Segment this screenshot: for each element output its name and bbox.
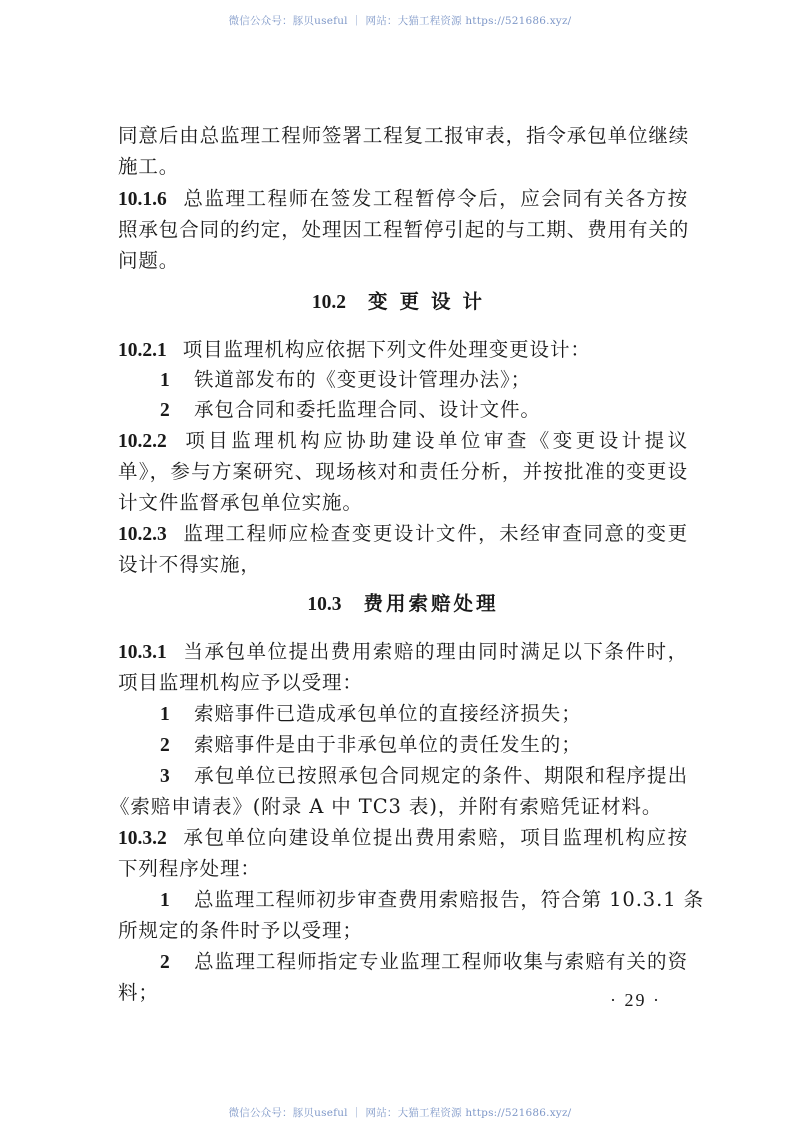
item-number: 1 — [160, 890, 171, 911]
item-number: 1 — [160, 370, 171, 391]
list-item — [118, 700, 688, 729]
clause-text: 项目监理机构应协助建设单位审查《变更设计提议 — [182, 429, 688, 452]
paragraph-line: 计文件监督承包单位实施。 — [118, 491, 363, 514]
list-item — [118, 366, 688, 395]
clause-text: 总监理工程师在签发工程暂停令后，应会同有关各方按 — [182, 187, 688, 210]
item-text: 索赔事件已造成承包单位的直接经济损失； — [194, 702, 582, 725]
item-text: 总监理工程师指定专业监理工程师收集与索赔有关的资 — [194, 950, 688, 973]
clause-number: 10.1.6 — [118, 189, 167, 210]
clause-text: 监理工程师应检查变更设计文件，未经审查同意的变更 — [182, 522, 688, 545]
section-heading-10-3 — [118, 590, 688, 619]
paragraph-line: 料； — [118, 981, 159, 1004]
clause-10-2-3 — [118, 520, 688, 549]
list-item — [118, 948, 688, 977]
item-number: 2 — [160, 400, 171, 421]
section-title: 费用索赔处理 — [363, 592, 499, 615]
section-heading-10-2 — [118, 288, 688, 317]
page-number: · 29 · — [610, 990, 661, 1010]
paragraph-line: 设计不得实施， — [118, 553, 261, 576]
clause-number: 10.3.1 — [118, 642, 167, 663]
clause-10-2-1 — [118, 336, 688, 365]
watermark-top: 微信公众号：豚贝useful ｜ 网站：大猫工程资源 https://521686.xyz/ — [228, 15, 572, 27]
item-text: 铁道部发布的《变更设计管理办法》； — [194, 368, 532, 391]
section-number: 10.3 — [307, 594, 342, 615]
item-text: 总监理工程师初步审查费用索赔报告，符合第 10.3.1 条 — [194, 888, 705, 911]
clause-number: 10.2.2 — [118, 431, 167, 452]
section-number: 10.2 — [311, 292, 347, 313]
item-number: 2 — [160, 952, 171, 973]
clause-text: 项目监理机构应依据下列文件处理变更设计： — [182, 338, 591, 361]
clause-number: 10.2.3 — [118, 524, 167, 545]
item-text: 承包单位已按照承包合同规定的条件、期限和程序提出 — [194, 764, 688, 787]
clause-10-3-2 — [118, 824, 688, 853]
list-item — [118, 762, 688, 791]
paragraph-line: 施工。 — [118, 155, 180, 178]
list-item — [118, 886, 705, 915]
paragraph-line: 同意后由总监理工程师签署工程复工报审表，指令承包单位继续 — [118, 124, 690, 147]
clause-text: 承包单位向建设单位提出费用索赔，项目监理机构应按 — [182, 826, 688, 849]
list-item — [118, 396, 688, 425]
clause-number: 10.2.1 — [118, 340, 167, 361]
item-number: 3 — [160, 766, 171, 787]
section-title: 变更设计 — [368, 290, 495, 313]
clause-10-3-1 — [118, 638, 688, 667]
item-number: 2 — [160, 735, 171, 756]
clause-10-1-6 — [118, 185, 688, 214]
paragraph-line: 《索赔申请表》(附录 A 中 TC3 表)，并附有索赔凭证材料。 — [110, 795, 663, 818]
clause-number: 10.3.2 — [118, 828, 167, 849]
paragraph-line: 问题。 — [118, 249, 180, 272]
paragraph-line: 所规定的条件时予以受理； — [118, 919, 363, 942]
paragraph-line: 项目监理机构应予以受理： — [118, 671, 363, 694]
list-item — [118, 731, 688, 760]
clause-10-2-2 — [118, 427, 688, 456]
item-number: 1 — [160, 704, 171, 725]
paragraph-line: 单》，参与方案研究、现场核对和责任分析，并按批准的变更设 — [118, 460, 688, 483]
item-text: 承包合同和委托监理合同、设计文件。 — [194, 398, 541, 421]
clause-text: 当承包单位提出费用索赔的理由同时满足以下条件时， — [182, 640, 688, 663]
watermark-bottom: 微信公众号：豚贝useful ｜ 网站：大猫工程资源 https://521686.xyz/ — [228, 1107, 572, 1119]
item-text: 索赔事件是由于非承包单位的责任发生的； — [194, 733, 582, 756]
paragraph-line: 下列程序处理： — [118, 857, 261, 880]
paragraph-line: 照承包合同的约定，处理因工程暂停引起的与工期、费用有关的 — [118, 218, 690, 241]
